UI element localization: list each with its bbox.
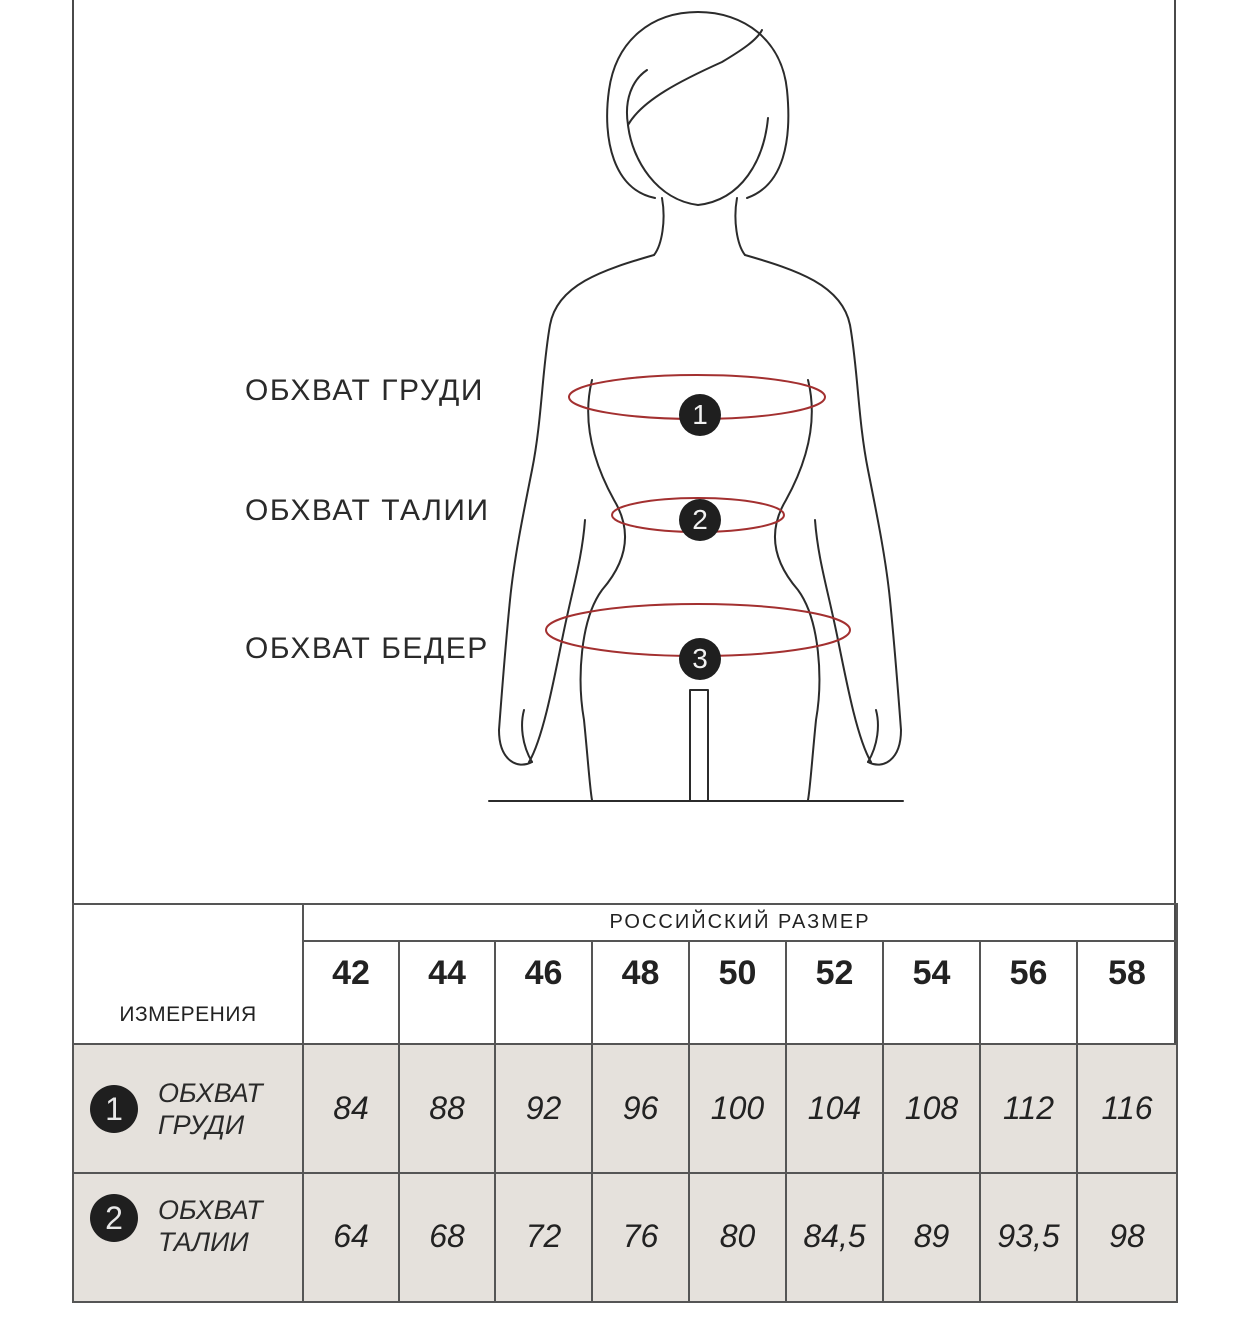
size-cell: 56 bbox=[980, 941, 1077, 1044]
size-cell: 44 bbox=[399, 941, 495, 1044]
size-cell: 58 bbox=[1077, 941, 1177, 1044]
waist-marker: 2 bbox=[679, 499, 721, 541]
value-cell: 68 bbox=[399, 1173, 495, 1302]
value-cell: 93,5 bbox=[980, 1173, 1077, 1302]
leg-gap bbox=[690, 690, 708, 800]
right-arm bbox=[745, 255, 901, 765]
row-label-text: ОБХВАТ ГРУДИ bbox=[158, 1077, 263, 1140]
value-cell: 104 bbox=[786, 1044, 883, 1173]
value-cell: 88 bbox=[399, 1044, 495, 1173]
bust-marker: 1 bbox=[679, 394, 721, 436]
body-figure-illustration bbox=[74, 0, 1176, 903]
table-row-waist bbox=[73, 1173, 1177, 1302]
size-cell: 46 bbox=[495, 941, 592, 1044]
value-cell: 112 bbox=[980, 1044, 1077, 1173]
hip-label: ОБХВАТ БЕДЕР bbox=[245, 632, 489, 665]
value-cell: 76 bbox=[592, 1173, 689, 1302]
row-label-waist bbox=[73, 1173, 303, 1302]
size-cell: 48 bbox=[592, 941, 689, 1044]
russian-size-header: РОССИЙСКИЙ РАЗМЕР bbox=[303, 904, 1177, 941]
face-outline bbox=[628, 118, 768, 205]
value-cell: 100 bbox=[689, 1044, 786, 1173]
size-cell: 52 bbox=[786, 941, 883, 1044]
row-number-badge: 2 bbox=[90, 1194, 138, 1242]
hip-marker: 3 bbox=[679, 638, 721, 680]
hair-outline bbox=[607, 12, 788, 198]
value-cell: 72 bbox=[495, 1173, 592, 1302]
torso-left bbox=[581, 380, 625, 800]
value-cell: 84 bbox=[303, 1044, 399, 1173]
value-cell: 92 bbox=[495, 1044, 592, 1173]
left-arm bbox=[499, 255, 654, 765]
size-cell: 54 bbox=[883, 941, 980, 1044]
row-number-badge: 1 bbox=[90, 1085, 138, 1133]
value-cell: 108 bbox=[883, 1044, 980, 1173]
value-cell: 80 bbox=[689, 1173, 786, 1302]
value-cell: 84,5 bbox=[786, 1173, 883, 1302]
value-cell: 64 bbox=[303, 1173, 399, 1302]
value-cell: 98 bbox=[1077, 1173, 1177, 1302]
value-cell: 89 bbox=[883, 1173, 980, 1302]
measurements-header: ИЗМЕРЕНИЯ bbox=[73, 904, 303, 1044]
neck bbox=[654, 198, 664, 255]
waist-label: ОБХВАТ ТАЛИИ bbox=[245, 494, 490, 527]
hair-sweep bbox=[628, 30, 762, 125]
value-cell: 96 bbox=[592, 1044, 689, 1173]
bust-label: ОБХВАТ ГРУДИ bbox=[245, 374, 484, 407]
size-cell: 50 bbox=[689, 941, 786, 1044]
row-label-text: ОБХВАТ ТАЛИИ bbox=[158, 1195, 263, 1257]
size-table bbox=[72, 903, 1178, 1303]
value-cell: 116 bbox=[1077, 1044, 1177, 1173]
torso-right bbox=[775, 380, 819, 800]
size-cell: 42 bbox=[303, 941, 399, 1044]
